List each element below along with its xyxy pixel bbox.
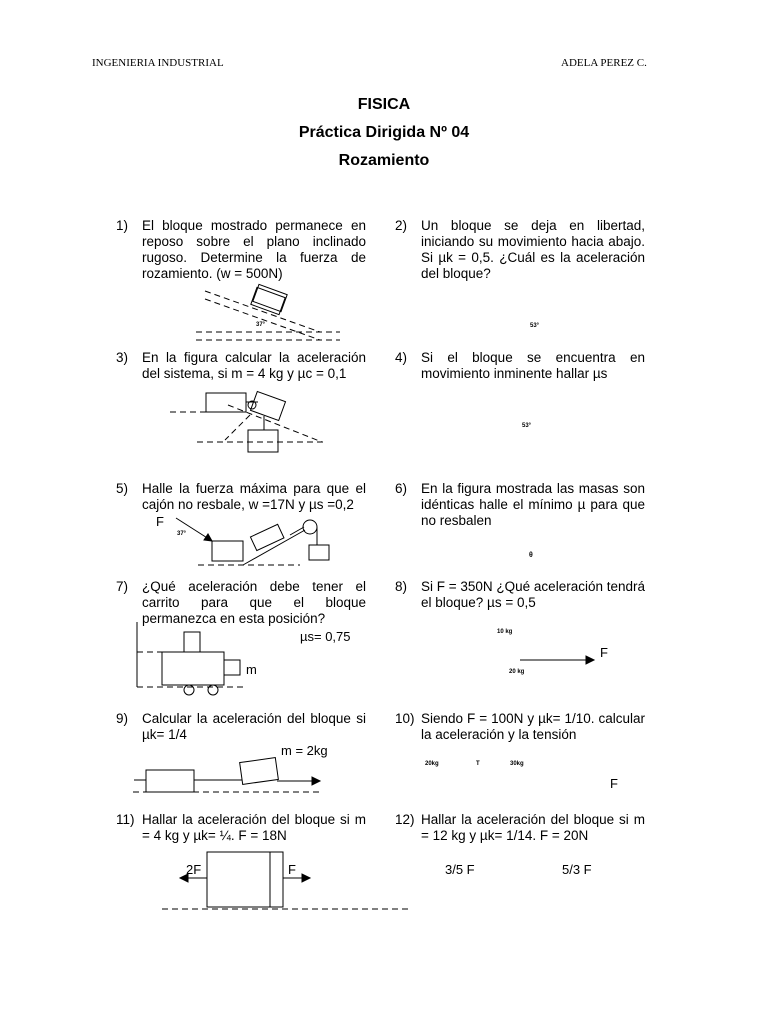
- fig10-tension-label: T: [476, 761, 480, 767]
- fig5-angle-label: 37°: [177, 531, 187, 537]
- fig11-left-force-label: 2F: [186, 862, 202, 877]
- page-title: FISICA: [357, 96, 411, 113]
- figure-8-force-arrow: [520, 656, 594, 664]
- problem-text: Halle la fuerza máxima para que el cajón no resbale, w =17N y µs =0,2: [142, 481, 366, 512]
- fig5-force-label: F: [156, 514, 164, 529]
- problem-text: Si el bloque se encuentra en movimiento inminente hallar µs: [421, 350, 645, 381]
- problem-number: 1): [116, 218, 129, 233]
- fig2-angle-label: 53°: [530, 323, 540, 329]
- problem-number: 12): [395, 812, 415, 827]
- topic-title: Rozamiento: [338, 152, 430, 169]
- problem-text: Si F = 350N ¿Qué aceleración tendrá el bloque? µs = 0,5: [421, 579, 645, 610]
- header-author: ADELA PEREZ C.: [561, 57, 647, 69]
- fig1-angle-label: 37°: [256, 322, 266, 328]
- problem-text: Un bloque se deja en libertad, iniciando su movimiento hacia abajo. Si µk = 0,5. ¿Cuál es la aceleración del bloque?: [421, 218, 645, 281]
- fig10-mass1-label: 20kg: [425, 761, 439, 767]
- fig12-left-force-label: 3/5 F: [445, 862, 475, 877]
- figure-7-cart: [137, 622, 245, 695]
- fig7-mass-label: m: [246, 662, 257, 677]
- problem-text: Siendo F = 100N y µk= 1/10. calcular la aceleración y la tensión: [421, 711, 645, 742]
- fig4-angle-label: 53°: [522, 423, 532, 429]
- fig8-mass1-label: 10 kg: [497, 629, 513, 635]
- problem-text: Hallar la aceleración del bloque si m = 4 kg y µk= ¼. F = 18N: [142, 812, 366, 843]
- fig10-mass2-label: 30kg: [510, 761, 524, 767]
- fig9-mass-label: m = 2kg: [281, 743, 328, 758]
- figure-11-block: [162, 852, 410, 909]
- figure-1-incline: [196, 284, 340, 340]
- fig12-right-force-label: 5/3 F: [562, 862, 592, 877]
- problem-number: 8): [395, 579, 408, 594]
- practice-title: Práctica Dirigida Nº 04: [298, 124, 470, 141]
- problem-number: 10): [395, 711, 415, 726]
- problem-number: 3): [116, 350, 129, 365]
- figure-5-system: [176, 518, 329, 565]
- problem-number: 4): [395, 350, 408, 365]
- fig6-angle-label: θ: [529, 552, 533, 559]
- problem-number: 6): [395, 481, 408, 496]
- fig8-mass2-label: 20 kg: [509, 669, 525, 675]
- problem-number: 7): [116, 579, 129, 594]
- problem-text: ¿Qué aceleración debe tener el carrito para que el bloque permanezca en esta posición?: [142, 579, 366, 626]
- problem-text: El bloque mostrado permanece en reposo sobre el plano inclinado rugoso. Determine la fuerza de rozamiento. (w = 500N): [142, 218, 366, 281]
- figure-9-blocks: [133, 758, 320, 792]
- problem-number: 5): [116, 481, 129, 496]
- fig11-right-force-label: F: [288, 862, 296, 877]
- problem-number: 11): [116, 812, 135, 827]
- problem-text: Calcular la aceleración del bloque si µk= 1/4: [142, 711, 366, 742]
- problem-text: Hallar la aceleración del bloque si m = 12 kg y µk= 1/14. F = 20N: [421, 812, 645, 843]
- fig10-force-label: F: [610, 776, 618, 791]
- problem-number: 2): [395, 218, 408, 233]
- problem-text: En la figura mostrada las masas son idénticas halle el mínimo µ para que no resbalen: [421, 481, 645, 528]
- problem-text: En la figura calcular la aceleración del sistema, si m = 4 kg y µc = 0,1: [142, 350, 366, 381]
- fig8-force-label: F: [600, 645, 608, 660]
- fig7-mu-label: µs= 0,75: [300, 629, 351, 644]
- figure-3-system: [170, 391, 324, 452]
- problem-number: 9): [116, 711, 129, 726]
- header-course: INGENIERIA INDUSTRIAL: [92, 57, 224, 69]
